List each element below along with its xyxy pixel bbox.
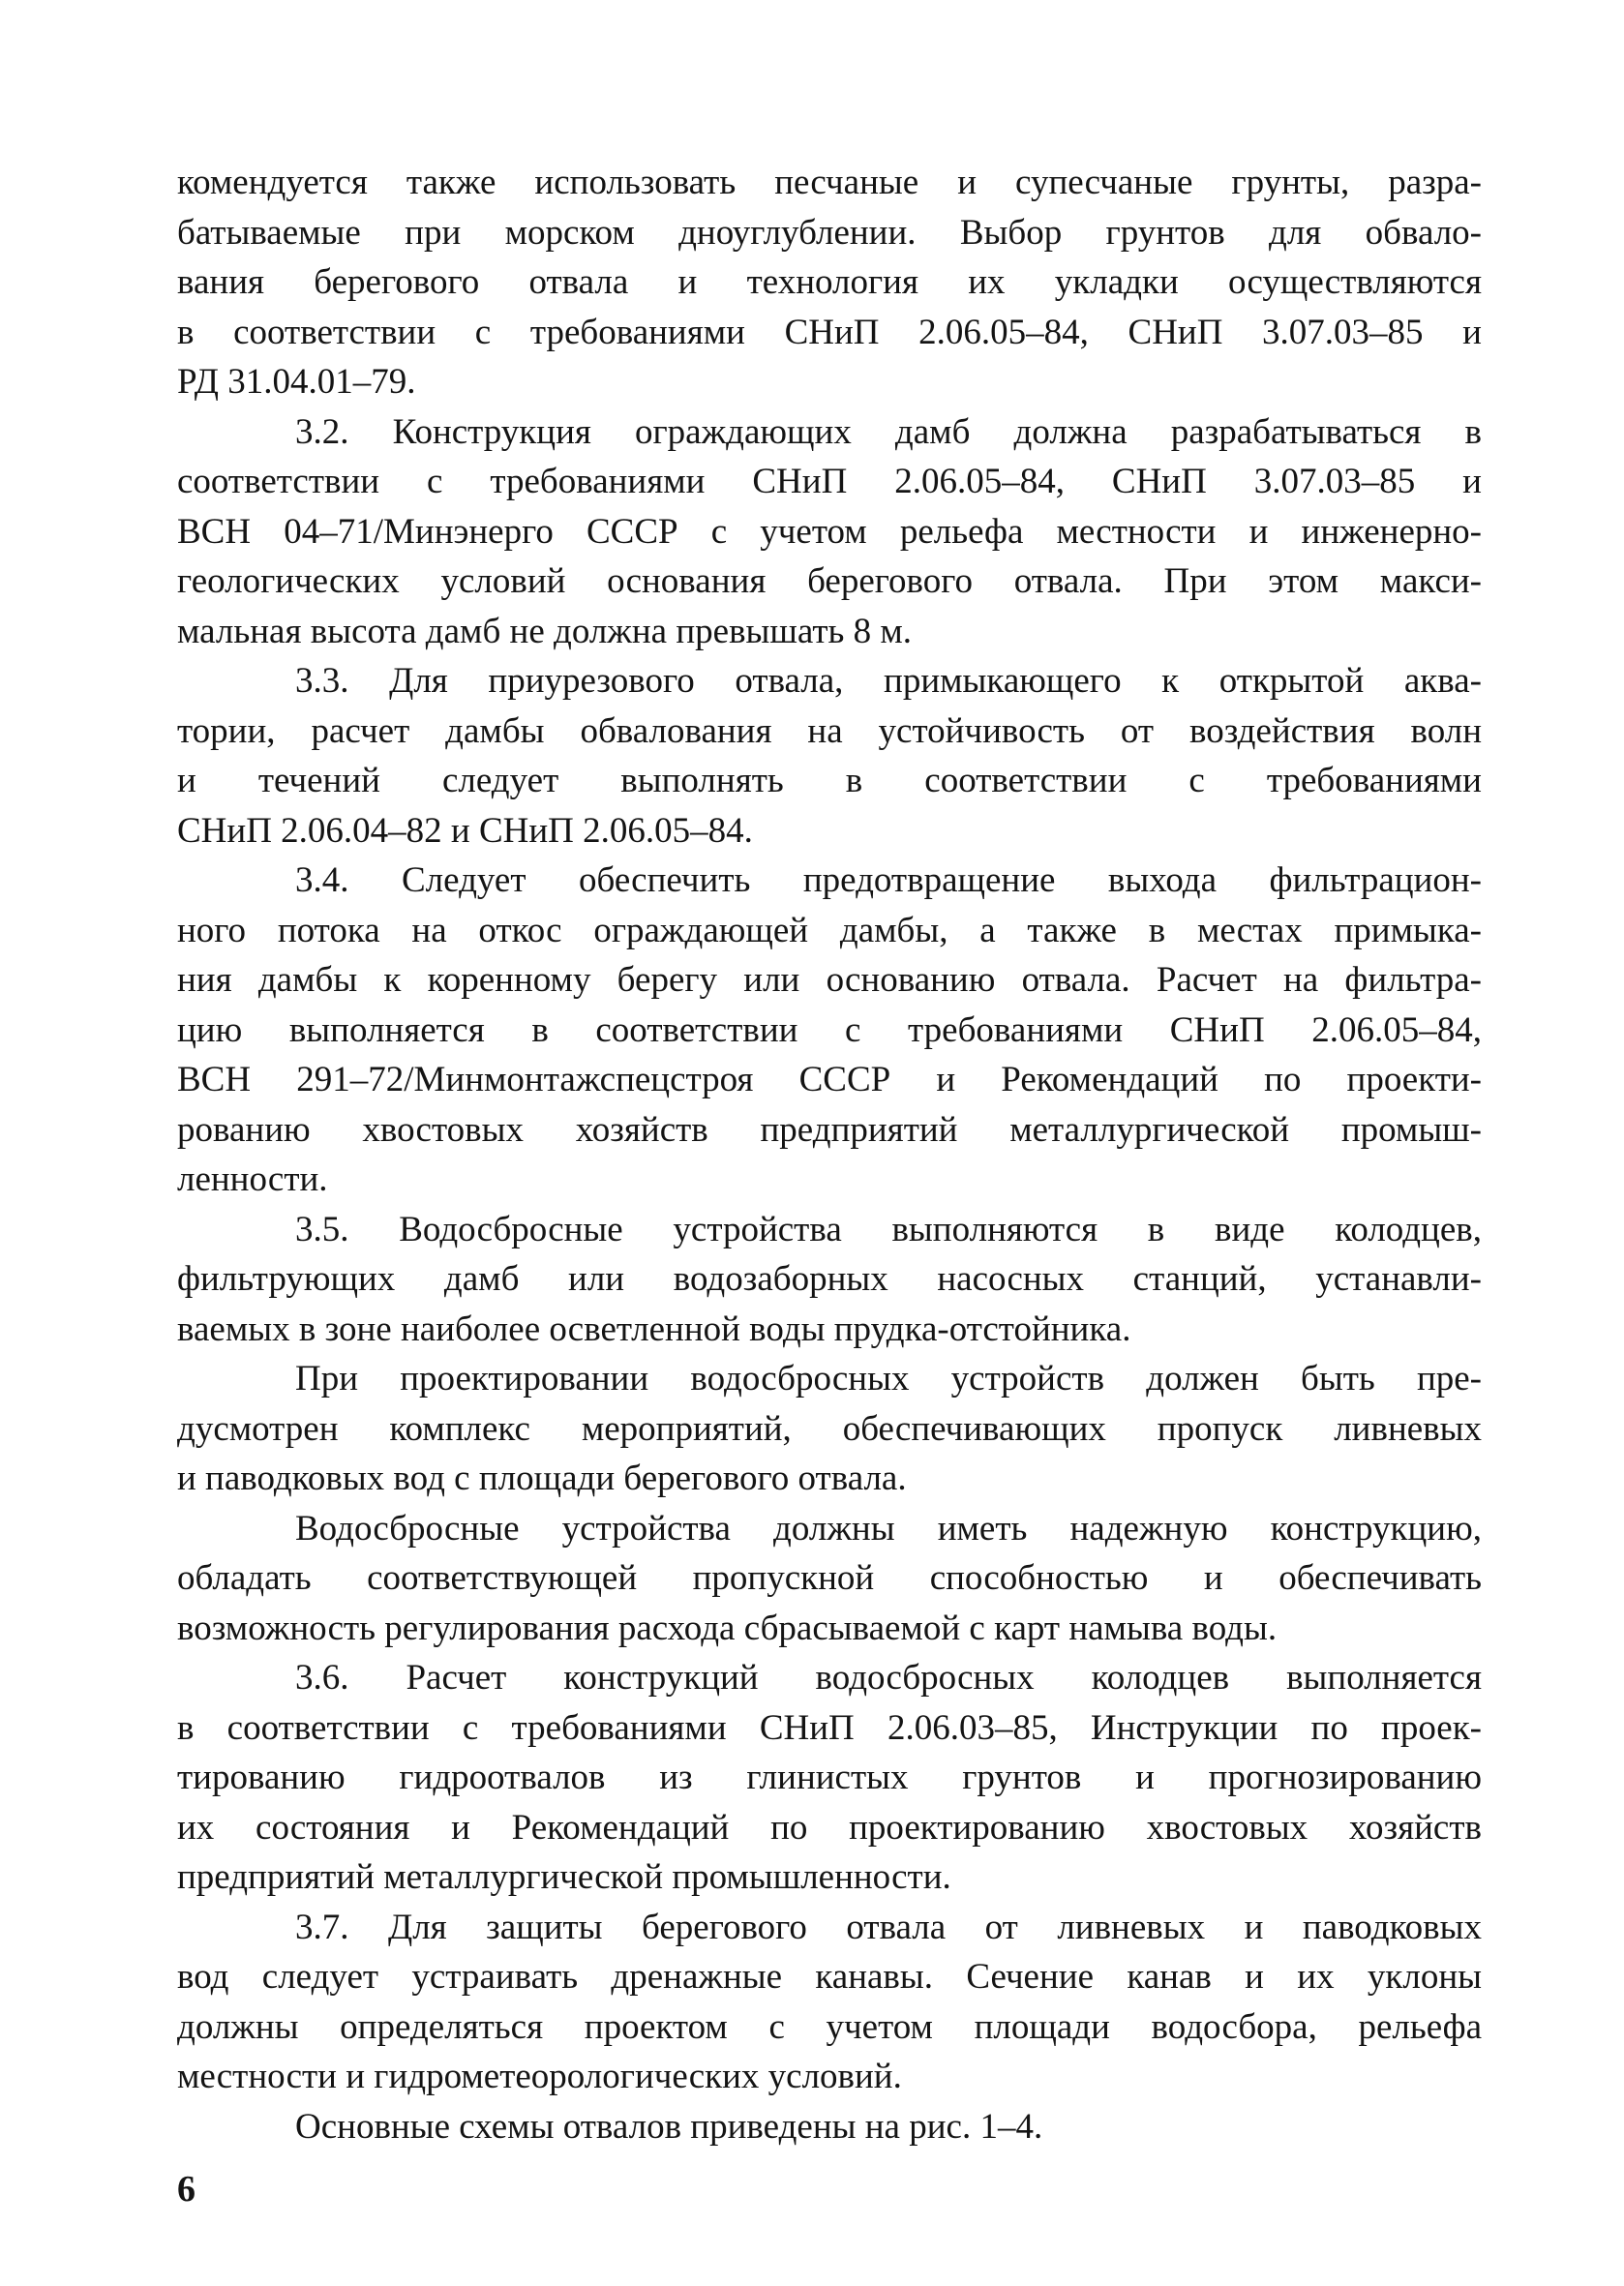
text-line: соответствии с требованиями СНиП 2.06.05–84, СНиП 3.07.03–85 и bbox=[177, 462, 1482, 501]
text-line: должны определяться проектом с учетом площади водосбора, рельефа bbox=[177, 2006, 1482, 2047]
text-line: батываемые при морском дноуглублении. Выбор грунтов для обвало- bbox=[177, 212, 1482, 253]
paragraph bbox=[177, 1653, 1482, 1903]
text-line: геологических условий основания берегового отвала. При этом макси- bbox=[177, 561, 1482, 601]
paragraph bbox=[177, 1205, 1482, 1355]
text-line: в соответствии с требованиями СНиП 2.06.03–85, Инструкции по проек- bbox=[177, 1707, 1482, 1748]
text-line: предприятий металлургической промышленности. bbox=[177, 1857, 951, 1897]
paragraph bbox=[177, 1504, 1482, 1654]
text-line: ваемых в зоне наиболее осветленной воды прудка-отстойника. bbox=[177, 1308, 1131, 1349]
text-line: Водосбросные устройства должны иметь надежную конструкцию, bbox=[295, 1508, 1482, 1549]
text-line: дусмотрен комплекс мероприятий, обеспечивающих пропуск ливневых bbox=[177, 1408, 1482, 1449]
text-line: рованию хвостовых хозяйств предприятий металлургической промыш- bbox=[177, 1109, 1482, 1150]
page-number: 6 bbox=[177, 2169, 195, 2210]
text-line: СНиП 2.06.04–82 и СНиП 2.06.05–84. bbox=[177, 810, 753, 851]
text-line: комендуется также использовать песчаные и супесчаные грунты, разра- bbox=[177, 163, 1482, 202]
paragraph bbox=[177, 656, 1482, 856]
text-line: ленности. bbox=[177, 1159, 328, 1199]
document-body bbox=[177, 158, 1482, 2151]
text-line: тированию гидроотвалов из глинистых грунтов и прогнозированию bbox=[177, 1758, 1482, 1797]
text-line: возможность регулирования расхода сбрасываемой с карт намыва воды. bbox=[177, 1608, 1278, 1648]
text-line: местности и гидрометеорологических условий. bbox=[177, 2057, 902, 2096]
text-line: 3.6. Расчет конструкций водосбросных колодцев выполняется bbox=[295, 1658, 1482, 1698]
text-line: ного потока на откос ограждающей дамбы, а также в местах примыка- bbox=[177, 910, 1482, 950]
text-line: РД 31.04.01–79. bbox=[177, 362, 416, 402]
text-line: Основные схемы отвалов приведены на рис. 1–4. bbox=[295, 2106, 1043, 2147]
text-line: 3.7. Для защиты берегового отвала от ливневых и паводковых bbox=[295, 1907, 1482, 1947]
text-line: обладать соответствующей пропускной способностью и обеспечивать bbox=[177, 1558, 1482, 1598]
paragraph bbox=[177, 1354, 1482, 1504]
text-line: фильтрующих дамб или водозаборных насосных станций, устанавли- bbox=[177, 1259, 1482, 1299]
text-line: в соответствии с требованиями СНиП 2.06.05–84, СНиП 3.07.03–85 и bbox=[177, 312, 1482, 352]
text-line: вания берегового отвала и технология их укладки осуществляются bbox=[177, 262, 1482, 302]
text-line: их состояния и Рекомендаций по проектированию хвостовых хозяйств bbox=[177, 1807, 1482, 1848]
text-line: 3.2. Конструкция ограждающих дамб должна разрабатываться в bbox=[295, 411, 1482, 452]
text-line: тории, расчет дамбы обвалования на устойчивость от воздействия волн bbox=[177, 710, 1482, 751]
text-line: и течений следует выполнять в соответствии с требованиями bbox=[177, 761, 1482, 800]
text-line: вод следует устраивать дренажные канавы. Сечение канав и их уклоны bbox=[177, 1957, 1482, 1997]
paragraph bbox=[177, 407, 1482, 657]
paragraph bbox=[177, 1903, 1482, 2102]
text-line: При проектировании водосбросных устройств должен быть пре- bbox=[295, 1359, 1482, 1399]
paragraph bbox=[177, 2102, 1482, 2152]
paragraph bbox=[177, 856, 1482, 1205]
text-line: цию выполняется в соответствии с требованиями СНиП 2.06.05–84, bbox=[177, 1009, 1482, 1050]
text-line: ВСН 291–72/Минмонтажспецстроя СССР и Рекомендаций по проекти- bbox=[177, 1060, 1482, 1099]
text-line: мальная высота дамб не должна превышать 8 м. bbox=[177, 611, 913, 651]
paragraph bbox=[177, 158, 1482, 407]
text-line: ВСН 04–71/Минэнерго СССР с учетом рельефа местности и инженерно- bbox=[177, 511, 1482, 552]
text-line: 3.4. Следует обеспечить предотвращение выхода фильтрацион- bbox=[295, 860, 1482, 900]
text-line: ния дамбы к коренному берегу или основанию отвала. Расчет на фильтра- bbox=[177, 960, 1482, 1000]
text-line: и паводковых вод с площади берегового отвала. bbox=[177, 1459, 907, 1498]
text-line: 3.5. Водосбросные устройства выполняются в виде колодцев, bbox=[295, 1209, 1482, 1249]
text-line: 3.3. Для приурезового отвала, примыкающего к открытой аква- bbox=[295, 661, 1482, 701]
